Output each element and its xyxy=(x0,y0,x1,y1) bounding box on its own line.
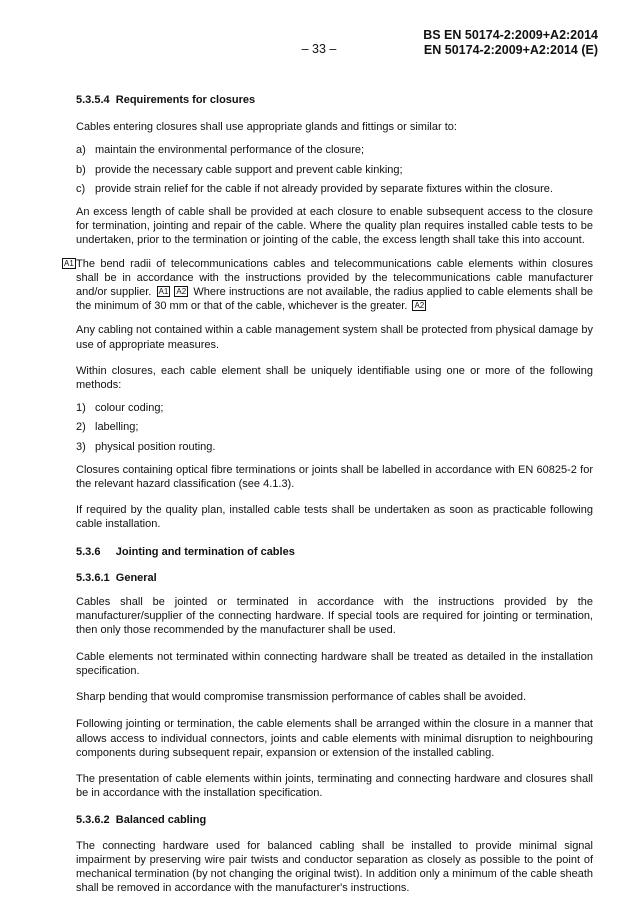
heading-title: Jointing and termination of cables xyxy=(115,545,295,558)
list-text: physical position routing. xyxy=(95,440,216,453)
list-text: colour coding; xyxy=(95,402,164,415)
list-label: 3) xyxy=(76,440,86,453)
list-item xyxy=(76,440,593,454)
paragraph: Closures containing optical fibre terminations or joints shall be labelled in accordance with EN 60825-2 for the relevant hazard classification (see 4.1.3). xyxy=(76,463,593,491)
list-text: provide strain relief for the cable if not already provided by separate fixtures within the closure. xyxy=(95,182,553,195)
list-label: b) xyxy=(76,163,86,176)
heading-number: 5.3.5.4 xyxy=(76,94,110,106)
list-item xyxy=(76,182,593,196)
identification-methods-list xyxy=(76,401,593,454)
paragraph: Any cabling not contained within a cable management system shall be protected from physical damage by use of appropriate measures. xyxy=(76,324,593,351)
page-number: – 33 – xyxy=(301,42,337,56)
paragraph: If required by the quality plan, installed cable tests shall be undertaken as soon as practicable following cable installation. xyxy=(76,504,593,531)
paragraph: Sharp bending that would compromise transmission performance of cables shall be avoided. xyxy=(76,691,527,704)
heading-5-3-6-2 xyxy=(76,813,593,827)
list-label: a) xyxy=(76,144,86,157)
heading-title: General xyxy=(115,571,157,584)
paragraph: An excess length of cable shall be provided at each closure to enable subsequent access to the closure for termination, jointing and repair of the cable. Where the quality plan requires installed cable tests to be undertaken, prior to the termination or jointing of the cable, the excess length shall take this into account. xyxy=(76,206,593,247)
list-item xyxy=(76,163,593,177)
amended-text: The bend radii of telecommunications cables and telecommunications cable elements within closures shall be in accordance with the instructions provided by the telecommunications cable manufacturer and/or supplier. xyxy=(76,257,593,299)
list-label: 2) xyxy=(76,421,86,434)
heading-5-3-6-1 xyxy=(76,571,593,585)
heading-number: 5.3.6.1 xyxy=(76,571,110,584)
heading-title: Balanced cabling xyxy=(115,814,207,827)
heading-5-3-5-4 xyxy=(76,93,593,107)
standard-id-en: EN 50174-2:2009+A2:2014 (E) xyxy=(423,43,598,57)
paragraph: The connecting hardware used for balanced cabling shall be installed to provide minimal signal impairment by preserving wire pair twists and conductor separation as closely as possible to the point of mechanical termination (by not changing the original twist). In addition only a minimum of the cable sheath shall be removed in accordance with the manufacturer's instructions. xyxy=(76,839,593,895)
list-item xyxy=(76,420,593,434)
paragraph: The presentation of cable elements within joints, terminating and connecting hardware and closures shall be in accordance with the installation specification. xyxy=(76,772,593,800)
list-item xyxy=(76,401,593,415)
amended-text: Where instructions are not available, the radius applied to cable elements shall be the minimum of 30 mm or that of the cable, whichever is the greater. xyxy=(76,286,594,313)
amended-paragraph xyxy=(64,257,594,314)
list-text: labelling; xyxy=(95,421,139,434)
list-label: c) xyxy=(76,182,86,195)
heading-5-3-6 xyxy=(76,545,593,559)
amendment-a1-close-marker: A1 xyxy=(158,287,169,297)
paragraph: Cables shall be jointed or terminated in accordance with the instructions provided by the manufacturer/supplier of the connecting hardware. If special tools are required for jointing or termination, then only those recommended by the manufacturer shall be used. xyxy=(76,596,593,637)
amendment-a2-close-marker: A2 xyxy=(414,301,425,311)
list-text: provide the necessary cable support and prevent cable kinking; xyxy=(95,163,403,176)
list-label: 1) xyxy=(76,402,86,415)
heading-number: 5.3.6 xyxy=(76,545,101,558)
heading-title: Requirements for closures xyxy=(115,94,256,106)
amendment-a2-open-marker: A2 xyxy=(176,287,187,297)
list-item xyxy=(76,143,593,157)
paragraph: Within closures, each cable element shall be uniquely identifiable using one or more of the following methods: xyxy=(76,364,593,392)
amendment-a1-open-marker: A1 xyxy=(64,258,74,268)
paragraph: Following jointing or termination, the cable elements shall be arranged within the closure in a manner that allows access to individual connectors, joints and cable elements with minimal disruption to neighbouring components during subsequent repair, expansion or extension of the installed cabling. xyxy=(76,718,593,759)
paragraph: Cable elements not terminated within connecting hardware shall be treated as detailed in the installation specification. xyxy=(76,650,593,677)
heading-number: 5.3.6.2 xyxy=(76,814,110,827)
closure-requirements-list xyxy=(76,143,593,196)
paragraph: Cables entering closures shall use appropriate glands and fittings or similar to: xyxy=(76,121,457,134)
document-body xyxy=(64,93,594,895)
list-text: maintain the environmental performance of the closure; xyxy=(95,144,365,157)
standard-id-bs: BS EN 50174-2:2009+A2:2014 xyxy=(423,28,598,42)
